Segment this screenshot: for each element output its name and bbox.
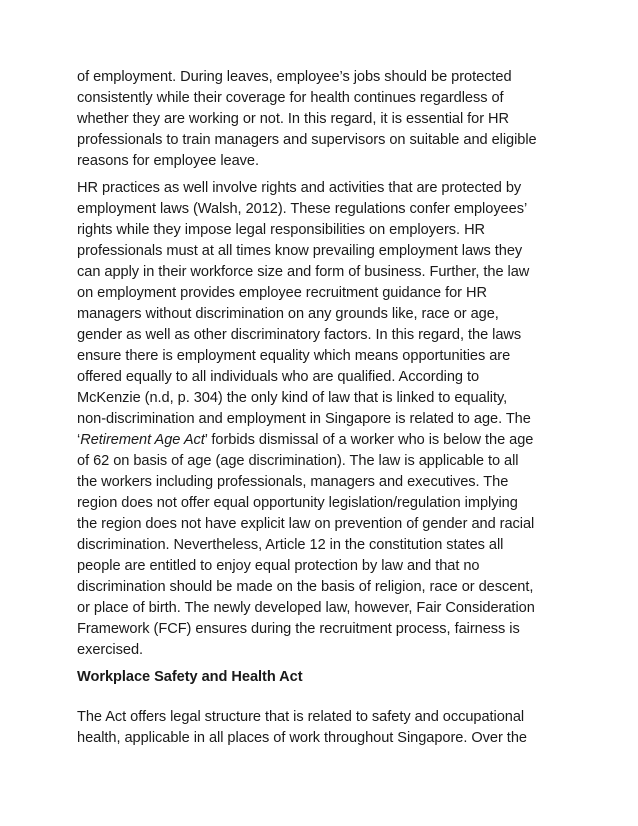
text-line: employment laws (Walsh, 2012). These regulations confer employees’ [77, 201, 528, 217]
text-line: professionals must at all times know prevailing employment laws they [77, 243, 523, 259]
text-line: The Act offers legal structure that is related to safety and occupational [77, 709, 525, 725]
text-line: of employment. During leaves, employee’s jobs should be protected [77, 69, 512, 85]
text-line: can apply in their workforce size and form of business. Further, the law [77, 264, 530, 280]
paragraph-leave-protection [77, 67, 567, 172]
text-line: discrimination should be made on the basis of religion, race or descent, [77, 579, 534, 595]
text-line: the workers including professionals, managers and executives. The [77, 474, 509, 490]
text-line: ensure there is employment equality which means opportunities are [77, 348, 511, 364]
text-line: McKenzie (n.d, p. 304) the only kind of law that is linked to equality, [77, 390, 508, 406]
text-line: professionals to train managers and supervisors on suitable and eligible [77, 132, 537, 148]
text-line: consistently while their coverage for health continues regardless of [77, 90, 504, 106]
text-line: region does not offer equal opportunity legislation/regulation implying [77, 495, 518, 511]
text-line: of 62 on basis of age (age discrimination). The law is applicable to all [77, 453, 519, 469]
text-line: on employment provides employee recruitment guidance for HR [77, 285, 487, 301]
text-line-retirement-act [77, 430, 567, 451]
text-line: discrimination. Nevertheless, Article 12 in the constitution states all [77, 537, 504, 553]
text-line: or place of birth. The newly developed law, however, Fair Consideration [77, 600, 535, 616]
text-line: people are entitled to enjoy equal protection by law and that no [77, 558, 480, 574]
open-quote: ‘ [77, 432, 81, 448]
text-line: health, applicable in all places of work throughout Singapore. Over the [77, 730, 527, 746]
text-line: Framework (FCF) ensures during the recruitment process, fairness is [77, 621, 520, 637]
text-line: the region does not have explicit law on prevention of gender and racial [77, 516, 535, 532]
text-line: non-discrimination and employment in Singapore is related to age. The [77, 411, 531, 427]
text-line: gender as well as other discriminatory factors. In this regard, the laws [77, 327, 522, 343]
text-line: offered equally to all individuals who are qualified. According to [77, 369, 480, 385]
section-heading [77, 667, 567, 688]
act-name: Retirement Age Act [80, 432, 205, 448]
text-line: whether they are working or not. In this regard, it is essential for HR [77, 111, 510, 127]
heading-text: Workplace Safety and Health Act [77, 669, 303, 685]
text-line: exercised. [77, 642, 144, 658]
text-line: rights while they impose legal responsibilities on employers. HR [77, 222, 486, 238]
text-line: reasons for employee leave. [77, 153, 259, 169]
text-line: HR practices as well involve rights and activities that are protected by [77, 180, 522, 196]
paragraph-wsh-act [77, 707, 567, 749]
act-line-rest: ’ forbids dismissal of a worker who is below the age [204, 432, 534, 448]
text-line: managers without discrimination on any grounds like, race or age, [77, 306, 499, 322]
paragraph-hr-practices [77, 178, 567, 661]
document-page [77, 67, 567, 749]
